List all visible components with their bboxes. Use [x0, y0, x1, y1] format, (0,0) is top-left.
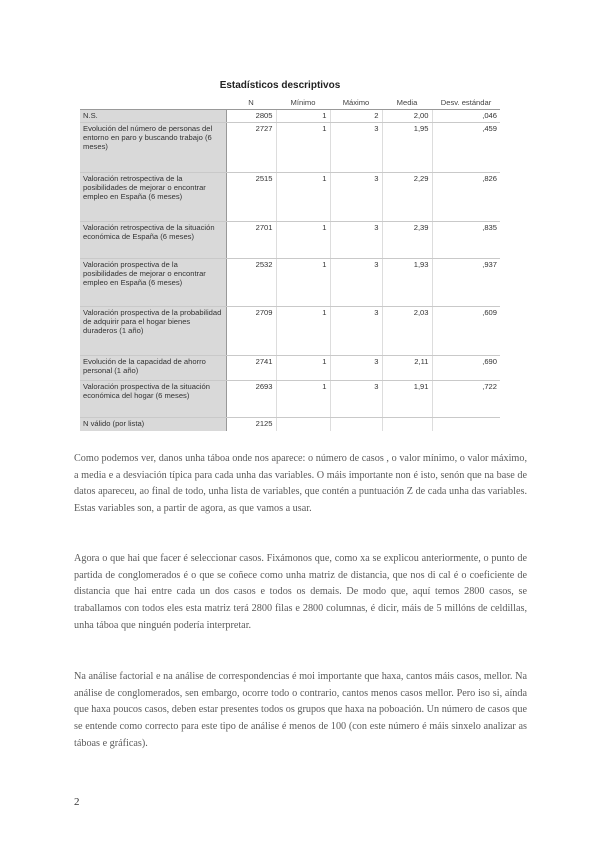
cell-sd: ,046: [432, 110, 500, 123]
cell-mean: 1,95: [382, 123, 432, 173]
header-mean: Media: [382, 95, 432, 110]
cell-mean: 2,11: [382, 356, 432, 381]
cell-n: 2693: [226, 381, 276, 418]
table-header-row: [80, 95, 500, 110]
cell-n: 2515: [226, 173, 276, 222]
table-row: [80, 173, 500, 222]
cell-mean: 2,29: [382, 173, 432, 222]
cell-mean: [382, 418, 432, 431]
cell-mean: 2,39: [382, 222, 432, 259]
cell-n: 2805: [226, 110, 276, 123]
cell-sd: ,835: [432, 222, 500, 259]
row-label: N.S.: [80, 110, 226, 123]
cell-min: 1: [276, 173, 330, 222]
table-row: [80, 307, 500, 356]
cell-mean: 1,93: [382, 259, 432, 307]
cell-max: 3: [330, 173, 382, 222]
cell-n: 2741: [226, 356, 276, 381]
cell-min: 1: [276, 110, 330, 123]
row-label: Valoración prospectiva de la probabilidad de adquirir para el hogar bienes duraderos (1 año): [80, 307, 226, 356]
row-label: N válido (por lista): [80, 418, 226, 431]
table-row: [80, 123, 500, 173]
cell-min: [276, 418, 330, 431]
cell-max: 2: [330, 110, 382, 123]
cell-sd: ,609: [432, 307, 500, 356]
cell-max: 3: [330, 356, 382, 381]
table-row: [80, 222, 500, 259]
table-row: [80, 356, 500, 381]
cell-n: 2709: [226, 307, 276, 356]
cell-max: 3: [330, 259, 382, 307]
row-label: Valoración retrospectiva de la situación económica de España (6 meses): [80, 222, 226, 259]
cell-min: 1: [276, 123, 330, 173]
header-min: Mínimo: [276, 95, 330, 110]
cell-sd: [432, 418, 500, 431]
cell-mean: 2,00: [382, 110, 432, 123]
cell-max: 3: [330, 123, 382, 173]
paragraph: Agora o que hai que facer é seleccionar casos. Fixámonos que, como xa se explicou anteriormente, o punto de partida de conglomerados é o que se coñece como unha matriz de distancia, que nos di cal é o coeficiente de distancia que hai entre cada un dos casos e todos os demais. De modo que, aquí temos 2800 casos, se traballamos con todos eles esta matriz terá 2800 filas e 2800 columnas, é dicir, máis de 5 millóns de celdillas, unha táboa que ninguén podería interpretar.: [74, 553, 527, 631]
row-label: Valoración prospectiva de la posibilidades de mejorar o encontrar empleo en España (6 meses): [80, 259, 226, 307]
row-label: Evolución del número de personas del entorno en paro y buscando trabajo (6 meses): [80, 123, 226, 173]
cell-n: 2701: [226, 222, 276, 259]
cell-min: 1: [276, 222, 330, 259]
cell-min: 1: [276, 356, 330, 381]
page-number: 2: [74, 796, 80, 808]
cell-min: 1: [276, 259, 330, 307]
row-label: Valoración prospectiva de la situación económica del hogar (6 meses): [80, 381, 226, 418]
cell-sd: ,459: [432, 123, 500, 173]
table-row: [80, 110, 500, 123]
cell-sd: ,826: [432, 173, 500, 222]
cell-mean: 1,91: [382, 381, 432, 418]
cell-n: 2727: [226, 123, 276, 173]
cell-max: 3: [330, 222, 382, 259]
cell-max: [330, 418, 382, 431]
row-label: Evolución de la capacidad de ahorro personal (1 año): [80, 356, 226, 381]
header-max: Máximo: [330, 95, 382, 110]
cell-min: 1: [276, 381, 330, 418]
header-sd: Desv. estándar: [432, 95, 500, 110]
descriptive-stats-table: [80, 95, 500, 431]
cell-n: 2125: [255, 419, 273, 428]
row-label: Valoración retrospectiva de la posibilidades de mejorar o encontrar empleo en España (6 meses): [80, 173, 226, 222]
cell-max: 3: [330, 307, 382, 356]
cell-min: 1: [276, 307, 330, 356]
table-row: [80, 381, 500, 418]
table-title: Estadísticos descriptivos: [219, 80, 341, 91]
paragraph: Na análise factorial e na análise de correspondencias é moi importante que haxa, cantos máis casos, mellor. Na análise de conglomerados, sen embargo, ocorre todo o contrario, cantos menos casos mellor. Pero iso si, aínda que haxa poucos casos, deben estar presentes todos os grupos que haxa na poboación. Un número de casos que se entende como correcto para este tipo de análise é menos de 100 (con este número é máis sinxelo analizar as táboas e gráficas).: [74, 671, 527, 749]
paragraph: Como podemos ver, danos unha táboa onde nos aparece: o número de casos , o valor mínimo, o valor máximo, a media e a desviación típica para cada unha das variables. O máis importante non é isto, senón que na base de datos apareceu, ao final de todo, unha lista de variables, que contén a puntuación Z de cada unha das variables. Estas variables son, a partir de agora, as que vamos a usar.: [74, 453, 527, 515]
cell-max: 3: [330, 381, 382, 418]
cell-sd: ,690: [432, 356, 500, 381]
cell-sd: ,722: [432, 381, 500, 418]
table-row: [80, 259, 500, 307]
cell-mean: 2,03: [382, 307, 432, 356]
header-stub: [80, 95, 226, 110]
cell-sd: ,937: [432, 259, 500, 307]
table-row: [80, 418, 500, 431]
cell-n: 2532: [226, 259, 276, 307]
header-n: N: [226, 95, 276, 110]
